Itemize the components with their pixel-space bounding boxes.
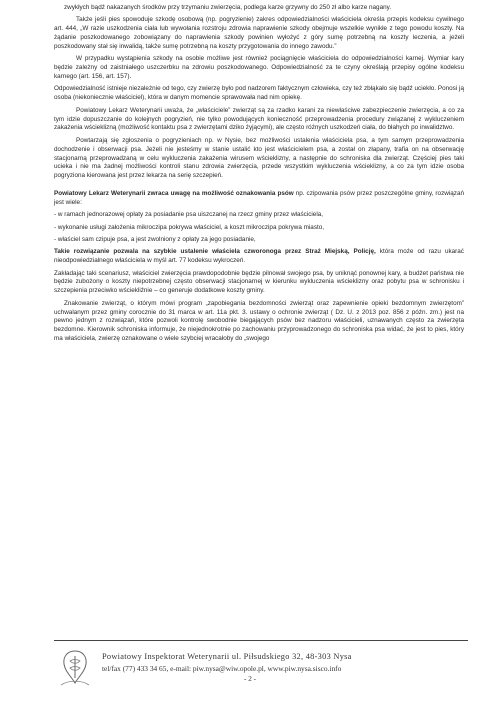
- paragraph: - w ramach jednorazowej opłaty za posiadanie psa uiszczanej na rzecz gminy przez właściciela,: [54, 211, 324, 219]
- paragraph: - wykonanie usługi założenia mikroczipa pokrywa właściciel, a koszt mikroczipa pokrywa miasto,: [54, 223, 325, 231]
- footer-divider: [54, 640, 468, 641]
- paragraph: Odpowiedzialność istnieje niezależnie od tego, czy zwierzę było pod nadzorem faktycznym człowieka, czy też zbłąkało się bądź uciekło. Ponosi ją osoba (niekoniecznie właściciel), która w danym momencie sprawowała nad nim opiekę.: [54, 85, 464, 102]
- paragraph: zwykłych bądź nakazanych środków przy trzymaniu zwierzęcia, podlega karze grzywny do 250 zł albo karze nagany.: [64, 4, 392, 11]
- page-number: - 2 -: [244, 675, 256, 683]
- paragraph: Znakowanie zwierząt, o którym mówi program „zapobiegania bezdomności zwierząt oraz zapewnienie opieki bezdomnym zwierzętom” uchwalanym przez gminy corocznie do 31 marca w art. 11a pkt. 3. ustawy o ochronie zwierząt ( Dz. U. z 2013 poz. 856 z późn. zm.) jest na pewno jednym z rozwiązań, które pozwoli kontrolę swobodnie biegających psów bez nadzoru właścicieli, uznawanych często za zwierzęta bezdomne. Kierownik schroniska informuje, że niejednokrotnie po zachowaniu przyprowadzonego do schroniska psa widać, że jest to pies, który ma właściciela, zwierzę oznakowane o wiele szybciej wracałoby do „swojego: [54, 299, 464, 343]
- paragraph: [54, 190, 464, 208]
- footer-address: Powiatowy Inspektorat Weterynarii ul. Piłsudskiego 32, 48-303 Nysa: [102, 652, 352, 661]
- footer-contact: tel/fax (77) 433 34 65, e-mail: piw.nysa@wiw.opole.pl, www.piw.nysa.sisco.info: [102, 664, 342, 673]
- paragraph: Także jeśli pies spowoduje szkodę osobową (np. pogryzienie) zakres odpowiedzialności właściciela określa przepis kodeksu cywilnego art. 444, „W razie uszkodzenia ciała lub wywołania rozstroju zdrowia naprawienie szkody obejmuje wszelkie wynikłe z tego powodu koszty. Na żądanie poszkodowanego zobowiązany do naprawienia szkody powinien wyłożyć z góry sumę potrzebną na koszty leczenia, a jeżeli poszkodowany stał się inwalidą, także sumę potrzebną na koszty przygotowania do innego zawodu.”: [54, 16, 464, 51]
- paragraph: Zakładając taki scenariusz, właściciel zwierzęcia prawdopodobnie będzie pilnował swojego psa, by uniknąć ponownej kary, a budżet państwa nie będzie zubożony o koszty niepotrzebnej często obserwacji stacjonarnej w kierunku wykluczenia wścieklizny oraz pobytu psa w schronisku i szczepienia przeciwko wściekliźnie – co generuje dodatkowe koszty gminy.: [54, 269, 464, 295]
- paragraph: Powiatowy Lekarz Weterynarii uważa, że „właściciele” zwierząt są za rzadko karani za niewłaściwe zabezpieczenie zwierzęcia, a co za tym idzie dopuszczanie do kolejnych pogryzień, nie tylko powodujących konieczność przeprowadzenia procedury związanej z wykluczeniem zakażenia wścieklizną (możliwość kontaktu psa z zwierzętami dziko żyjącymi), ale często różnych uszkodzeń ciała, do błahych po inwalidztwo.: [54, 106, 464, 132]
- paragraph: W przypadku wystąpienia szkody na osobie możliwe jest również pociągnięcie właściciela do odpowiedzialności karnej. Wymiar kary będzie zależny od zaistniałego uszczerbku na zdrowiu poszkodowanego. Odpowiedzialność za te czyny określają przepisy ogólne kodeksu karnego (art. 156, art. 157).: [54, 55, 464, 81]
- paragraph-text: np. czipowania psów przez poszczególne gminy, rozwiązań jest wiele:: [54, 190, 464, 207]
- document-body: [54, 4, 464, 348]
- paragraph: - właściel sam czipuje psa, a jest zwolniony z opłaty za jego posiadanie,: [54, 236, 256, 244]
- bold-phrase: Takie rozwiązanie pozwala na szybkie ustalenie właściela czworonoga przez Straż Miejską, Policję,: [54, 248, 376, 256]
- paragraph: [54, 248, 464, 266]
- paragraph: Powtarzają się zgłoszenia o pogryzieniach np. w Nysie, bez możliwości ustalenia właściciela psa, a tym samym przeprowadzenia dochodzenie i obserwacji psa. Jeżeli nie jesteśmy w stanie ustalić kto jest właścicielem psa, a został on złapany, trafia on na obserwację stacjonarną przeprowadzaną w celu wykluczenia zakażenia wirusem wścieklizny, a następnie do schroniska dla zwierząt. Częściej pies taki ucieka i nie ma żadnej możliwości kontroli stanu zdrowia zwierzęcia, przede wszystkim wykluczenia wścieklizny, a co za tym idzie osoba pogryziona kierowana jest przez lekarza na serię szczepień.: [54, 136, 464, 180]
- paragraph-text: która może od razu ukarać nieodpowiedzialnego właściciela w myśl art. 77 kodeksu wykroczeń.: [54, 248, 464, 265]
- bold-lead: Powiatowy Lekarz Weterynarii zwraca uwagę na możliwość oznakowania psów: [54, 190, 294, 198]
